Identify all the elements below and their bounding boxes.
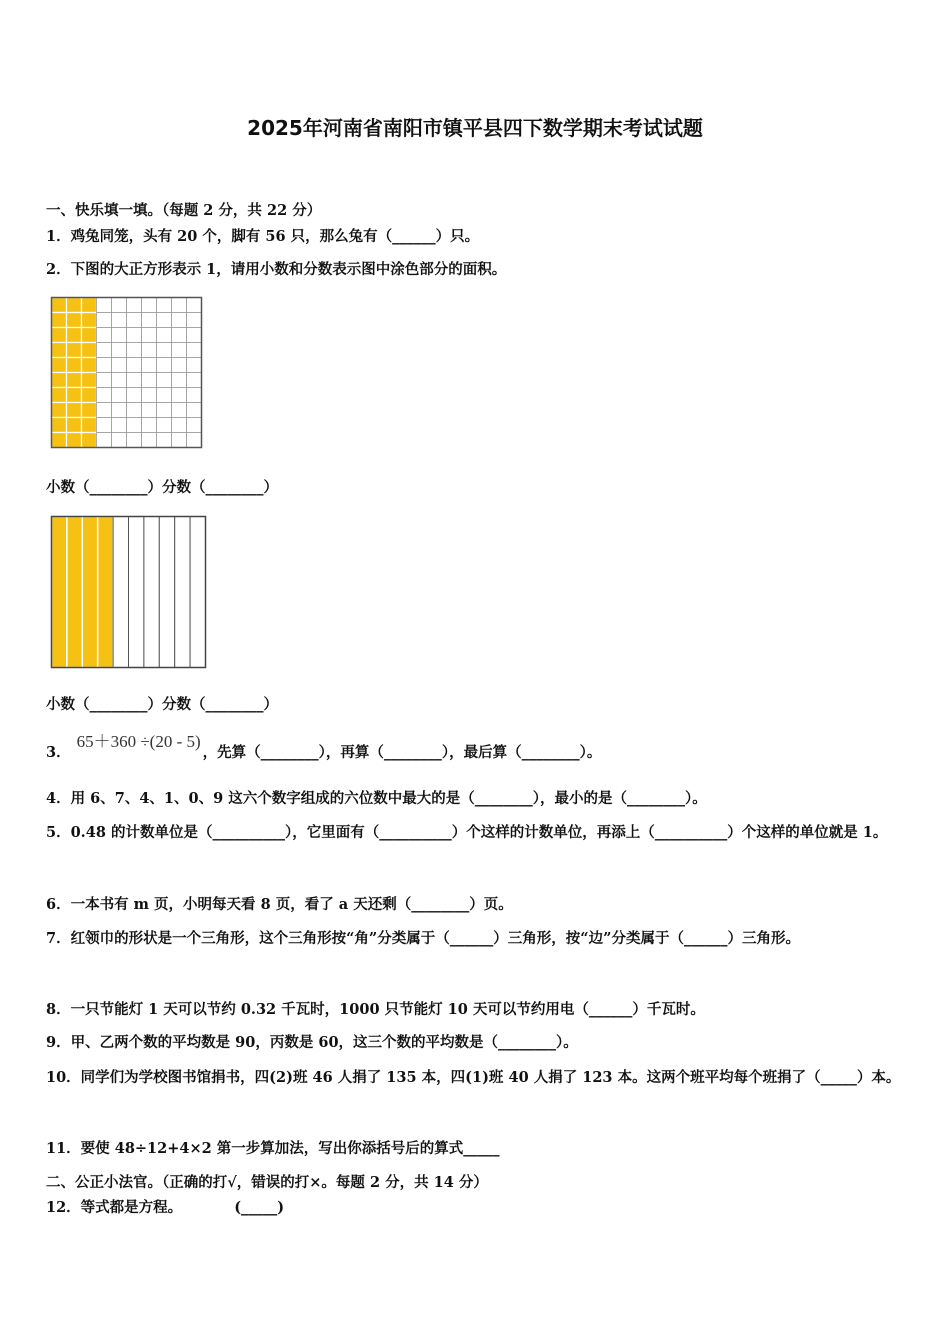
grid-cell-shaded	[82, 418, 97, 433]
grid-cell	[157, 373, 172, 388]
grid-cell	[97, 388, 112, 403]
grid-cell	[127, 373, 142, 388]
grid-cell	[112, 388, 127, 403]
grid-cell-shaded	[52, 358, 67, 373]
question-1: 1．鸡兔同笼，头有 20 个，脚有 56 只，那么兔有（______）只。	[46, 228, 480, 245]
grid-cell-shaded	[82, 433, 97, 448]
grid-cell	[112, 343, 127, 358]
grid-cell	[172, 313, 187, 328]
question-8: 8．一只节能灯 1 天可以节约 0.32 千瓦时，1000 只节能灯 10 天可以节约用电（______）千瓦时。	[46, 1001, 705, 1018]
question-3-expression: 65＋360 ÷(20 - 5)	[76, 732, 201, 751]
grid-cell	[97, 403, 112, 418]
strip	[129, 517, 144, 668]
grid-cell-shaded	[52, 298, 67, 313]
answer-line-1: 小数（________）分数（________）	[46, 479, 278, 496]
grid-cell-shaded	[67, 328, 82, 343]
grid-cell	[157, 418, 172, 433]
grid-cell	[172, 373, 187, 388]
strip	[175, 517, 190, 668]
strip-shaded	[67, 517, 82, 668]
grid-cell-shaded	[67, 313, 82, 328]
grid-cell	[142, 313, 157, 328]
grid-cell-shaded	[52, 403, 67, 418]
grid-cell	[157, 388, 172, 403]
grid-cell	[187, 313, 202, 328]
grid-cell-shaded	[82, 343, 97, 358]
grid-cell	[142, 433, 157, 448]
grid-cell-shaded	[67, 373, 82, 388]
grid-cell-shaded	[82, 403, 97, 418]
grid-cell	[112, 298, 127, 313]
grid-cell	[112, 358, 127, 373]
grid-cell-shaded	[67, 358, 82, 373]
grid-cell	[157, 298, 172, 313]
grid-cell	[172, 418, 187, 433]
strip-figure	[50, 515, 208, 670]
question-6: 6．一本书有 m 页，小明每天看 8 页，看了 a 天还剩（________）页。	[46, 896, 513, 913]
grid-cell	[172, 328, 187, 343]
question-11: 11．要使 48÷12+4×2 第一步算加法，写出你添括号后的算式_____	[46, 1140, 500, 1157]
grid-cell	[112, 418, 127, 433]
question-4: 4．用 6、7、4、1、0、9 这六个数字组成的六位数中最大的是（________），最小的是（________）。	[46, 790, 707, 807]
grid-cell-shaded	[82, 358, 97, 373]
question-2: 2．下图的大正方形表示 1，请用小数和分数表示图中涂色部分的面积。	[46, 261, 507, 278]
grid-cell-shaded	[52, 343, 67, 358]
grid-cell-shaded	[82, 388, 97, 403]
strip-shaded	[98, 517, 113, 668]
grid-cell	[172, 433, 187, 448]
grid-cell-shaded	[67, 433, 82, 448]
grid-cell	[187, 403, 202, 418]
grid-cell	[142, 358, 157, 373]
grid-cell	[142, 328, 157, 343]
grid-cell-shaded	[67, 403, 82, 418]
grid-cell	[157, 403, 172, 418]
grid-cell	[112, 328, 127, 343]
grid-cell	[127, 328, 142, 343]
grid-cell	[97, 313, 112, 328]
section-1-heading: 一、快乐填一填。（每题 2 分，共 22 分）	[46, 202, 322, 219]
grid-cell	[172, 358, 187, 373]
grid-cell	[187, 418, 202, 433]
question-10: 10．同学们为学校图书馆捐书，四(2)班 46 人捐了 135 本，四(1)班 40 人捐了 123 本。这两个班平均每个班捐了（_____）本。	[46, 1069, 901, 1086]
grid-cell	[172, 343, 187, 358]
strip-shaded	[52, 517, 67, 668]
grid-cell	[142, 418, 157, 433]
grid-cell	[187, 358, 202, 373]
grid-cell	[112, 313, 127, 328]
answer-line-2: 小数（________）分数（________）	[46, 696, 278, 713]
grid-cell	[172, 298, 187, 313]
grid-cell	[127, 343, 142, 358]
page-title: 2025年河南省南阳市镇平县四下数学期末考试试题	[247, 116, 703, 140]
grid-cell	[112, 373, 127, 388]
grid-cell	[142, 373, 157, 388]
grid-cell	[157, 343, 172, 358]
grid-cell-shaded	[52, 373, 67, 388]
grid-cell	[172, 388, 187, 403]
grid-cell-shaded	[67, 388, 82, 403]
grid-cell	[157, 328, 172, 343]
question-12-blank: (_____)	[234, 1199, 285, 1216]
grid-cell-shaded	[67, 418, 82, 433]
grid-cell	[97, 343, 112, 358]
grid-cell	[97, 298, 112, 313]
grid-cell	[157, 358, 172, 373]
grid-cell	[157, 313, 172, 328]
question-3	[46, 732, 602, 763]
question-9: 9．甲、乙两个数的平均数是 90，丙数是 60，这三个数的平均数是（________）。	[46, 1034, 578, 1051]
grid-cell-shaded	[82, 373, 97, 388]
grid-cell	[112, 433, 127, 448]
grid-cell-shaded	[52, 328, 67, 343]
grid-cell	[127, 418, 142, 433]
question-3-number: 3．	[46, 744, 71, 761]
grid-cell-shaded	[82, 328, 97, 343]
grid-cell	[187, 433, 202, 448]
grid-cell	[127, 358, 142, 373]
grid-cell	[127, 433, 142, 448]
grid-cell-shaded	[52, 418, 67, 433]
grid-cell-shaded	[52, 433, 67, 448]
grid-cell	[127, 388, 142, 403]
grid-cell	[97, 433, 112, 448]
grid-figure	[50, 296, 203, 449]
grid-cell	[142, 298, 157, 313]
question-7: 7．红领巾的形状是一个三角形，这个三角形按“角”分类属于（______）三角形，按“边”分类属于（______）三角形。	[46, 930, 800, 947]
grid-cell-shaded	[52, 313, 67, 328]
strip	[159, 517, 174, 668]
strip	[113, 517, 128, 668]
grid-cell	[97, 373, 112, 388]
grid-cell	[127, 313, 142, 328]
grid-cell	[97, 418, 112, 433]
grid-cell-shaded	[67, 343, 82, 358]
grid-cell	[142, 388, 157, 403]
grid-cell-shaded	[67, 298, 82, 313]
grid-cell-shaded	[82, 298, 97, 313]
grid-cell	[142, 403, 157, 418]
grid-cell-shaded	[82, 313, 97, 328]
grid-cell	[187, 343, 202, 358]
grid-cell	[187, 298, 202, 313]
strip	[144, 517, 159, 668]
grid-cell	[97, 358, 112, 373]
strip	[190, 517, 205, 668]
grid-cell	[187, 373, 202, 388]
strip-shaded	[82, 517, 97, 668]
grid-cell	[127, 298, 142, 313]
grid-cell	[187, 388, 202, 403]
grid-cell	[127, 403, 142, 418]
grid-cell	[172, 403, 187, 418]
grid-cell	[97, 328, 112, 343]
question-12-text: 12．等式都是方程。	[46, 1199, 183, 1216]
grid-cell-shaded	[52, 388, 67, 403]
question-12	[46, 1198, 284, 1218]
grid-cell	[187, 328, 202, 343]
grid-cell	[112, 403, 127, 418]
section-2-heading: 二、公正小法官。（正确的打√，错误的打×。每题 2 分，共 14 分）	[46, 1174, 488, 1191]
question-5: 5．0.48 的计数单位是（__________），它里面有（__________）个这样的计数单位，再添上（__________）个这样的单位就是 1。	[46, 824, 888, 841]
grid-cell	[157, 433, 172, 448]
grid-cell	[142, 343, 157, 358]
question-3-text: ，先算（________），再算（________），最后算（________）。	[202, 744, 602, 761]
